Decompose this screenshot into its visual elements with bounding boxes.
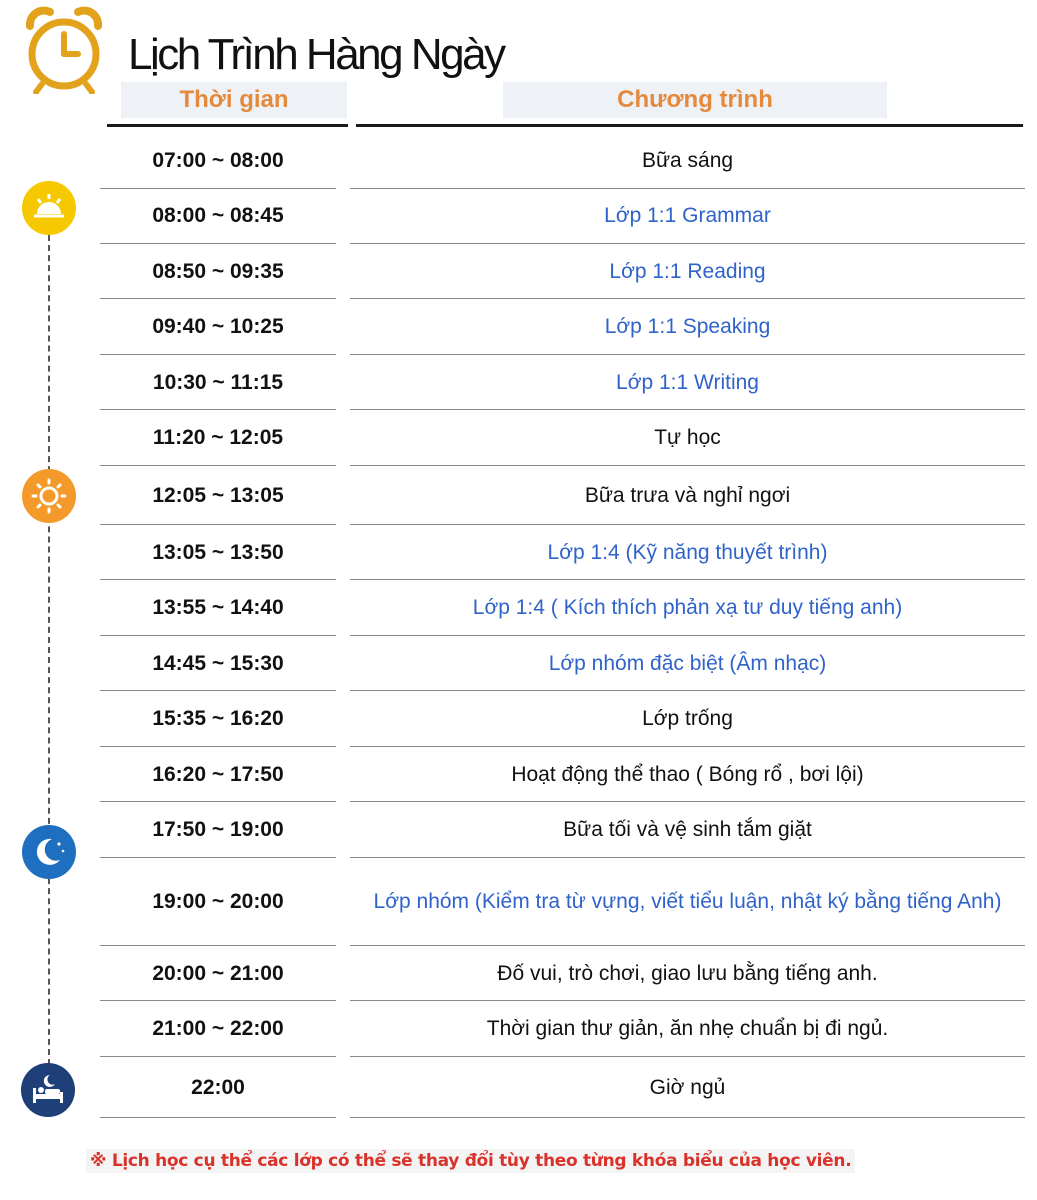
row-time: 11:20 ~ 12:05 xyxy=(152,426,284,449)
row-program: Lớp 1:1 Grammar xyxy=(604,204,771,227)
row-program: Lớp nhóm (Kiểm tra từ vựng, viết tiểu luận, nhật ký bằng tiếng Anh) xyxy=(373,890,1002,913)
table-row xyxy=(0,946,1037,1001)
row-program: Hoạt động thể thao ( Bóng rổ , bơi lội) xyxy=(511,762,864,786)
row-program: Lớp nhóm đặc biệt (Âm nhạc) xyxy=(548,651,827,675)
row-program: Thời gian thư giản, ăn nhẹ chuẩn bị đi ngủ. xyxy=(486,1017,889,1040)
row-time: 13:05 ~ 13:50 xyxy=(152,540,284,564)
row-time: 12:05 ~ 13:05 xyxy=(152,483,284,507)
row-time: 08:50 ~ 09:35 xyxy=(152,259,284,283)
row-program: Bữa tối và vệ sinh tắm giặt xyxy=(563,818,812,841)
row-program: Lớp 1:1 Speaking xyxy=(604,315,771,338)
row-program: Lớp 1:1 Reading xyxy=(609,259,766,283)
row-time: 09:40 ~ 10:25 xyxy=(152,315,284,338)
alarm-clock-icon xyxy=(22,6,106,94)
column-header-time: Thời gian xyxy=(121,82,347,118)
table-row xyxy=(0,1057,1037,1118)
table-row xyxy=(0,580,1037,636)
row-time: 14:45 ~ 15:30 xyxy=(152,651,284,675)
row-program: Tự học xyxy=(654,426,721,449)
header-divider-program xyxy=(356,124,1023,127)
table-row xyxy=(0,355,1037,410)
table-row xyxy=(0,691,1037,747)
table-row xyxy=(0,132,1037,189)
row-time: 07:00 ~ 08:00 xyxy=(152,148,284,172)
table-row xyxy=(0,299,1037,355)
table-row xyxy=(0,525,1037,580)
column-header-program: Chương trình xyxy=(503,82,887,118)
table-row xyxy=(0,858,1037,946)
table-row xyxy=(0,747,1037,802)
row-program: Lớp 1:1 Writing xyxy=(616,370,759,394)
row-program: Bữa sáng xyxy=(641,148,734,172)
row-program: Đố vui, trò chơi, giao lưu bằng tiếng anh. xyxy=(497,961,878,985)
row-time: 08:00 ~ 08:45 xyxy=(152,204,284,227)
page-title: Lịch Trình Hàng Ngày xyxy=(128,30,504,79)
row-program: Lớp trống xyxy=(642,707,733,730)
row-program: Giờ ngủ xyxy=(649,1075,726,1099)
header-divider-time xyxy=(107,124,348,127)
row-time: 17:50 ~ 19:00 xyxy=(152,818,284,841)
table-row xyxy=(0,244,1037,299)
row-divider xyxy=(100,1117,336,1118)
row-time: 20:00 ~ 21:00 xyxy=(152,961,284,985)
table-row xyxy=(0,188,1037,244)
row-divider xyxy=(350,1117,1025,1118)
row-time: 15:35 ~ 16:20 xyxy=(152,707,284,730)
row-time: 16:20 ~ 17:50 xyxy=(152,762,284,786)
table-row xyxy=(0,802,1037,858)
row-time: 10:30 ~ 11:15 xyxy=(152,370,284,394)
row-time: 22:00 xyxy=(191,1075,245,1099)
row-time: 21:00 ~ 22:00 xyxy=(152,1017,284,1040)
row-time: 19:00 ~ 20:00 xyxy=(152,890,284,913)
table-row xyxy=(0,636,1037,691)
row-program: Lớp 1:4 ( Kích thích phản xạ tư duy tiếng anh) xyxy=(472,596,903,619)
table-row xyxy=(0,466,1037,525)
footnote: ※ Lịch học cụ thể các lớp có thể sẽ thay đổi tùy theo từng khóa biểu của học viên. xyxy=(86,1149,855,1173)
table-row xyxy=(0,410,1037,466)
row-time: 13:55 ~ 14:40 xyxy=(152,596,284,619)
row-program: Bữa trưa và nghỉ ngơi xyxy=(584,483,791,507)
row-program: Lớp 1:4 (Kỹ năng thuyết trình) xyxy=(547,540,828,564)
table-row xyxy=(0,1001,1037,1057)
